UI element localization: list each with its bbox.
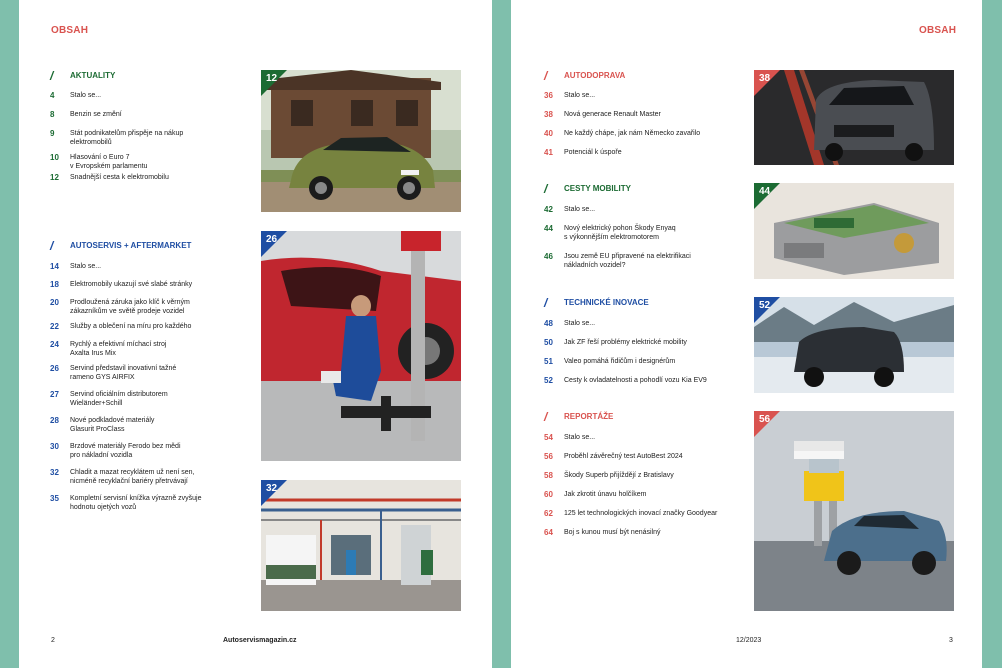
toc-item[interactable] bbox=[544, 528, 764, 540]
item-page-number: 52 bbox=[544, 376, 553, 385]
article-photo-mechanic[interactable] bbox=[261, 231, 461, 461]
toc-item[interactable] bbox=[50, 340, 260, 364]
motor-photo-illustration bbox=[754, 183, 954, 279]
left-page bbox=[19, 0, 492, 668]
item-title: Škody Superb přijíždějí z Bratislavy bbox=[564, 472, 674, 479]
item-page-number: 46 bbox=[544, 252, 553, 261]
section-slash: / bbox=[50, 239, 54, 253]
item-page-number: 18 bbox=[50, 280, 59, 289]
item-page-number: 64 bbox=[544, 528, 553, 537]
item-title: Ne každý chápe, jak nám Německo zavařilo bbox=[564, 130, 701, 137]
item-page-number: 50 bbox=[544, 338, 553, 347]
section-slash: / bbox=[544, 69, 548, 83]
item-page-number: 56 bbox=[544, 452, 553, 461]
item-page-number: 32 bbox=[50, 468, 59, 477]
item-page-number: 28 bbox=[50, 416, 59, 425]
toc-item[interactable] bbox=[544, 224, 744, 248]
page-header-obsah: OBSAH bbox=[919, 25, 957, 36]
section-title: REPORTÁŽE bbox=[564, 412, 614, 421]
test-track-photo-illustration bbox=[754, 411, 954, 611]
item-title: Stalo se... bbox=[564, 206, 596, 213]
item-title: Stalo se... bbox=[564, 434, 596, 441]
item-page-number: 48 bbox=[544, 319, 553, 328]
item-title: Proběhl závěrečný test AutoBest 2024 bbox=[564, 453, 683, 460]
toc-item[interactable] bbox=[544, 252, 744, 276]
section-aktuality bbox=[50, 69, 250, 182]
item-page-number: 40 bbox=[544, 129, 553, 138]
section-reportaze bbox=[544, 410, 764, 537]
toc-item[interactable] bbox=[544, 490, 764, 502]
photo-page-badge: 26 bbox=[266, 234, 278, 245]
item-page-number: 58 bbox=[544, 471, 553, 480]
toc-item[interactable] bbox=[50, 390, 260, 414]
snow-car-photo-illustration bbox=[754, 297, 954, 393]
item-page-number: 62 bbox=[544, 509, 553, 518]
photo-page-badge: 52 bbox=[759, 300, 771, 311]
article-photo-workshop[interactable] bbox=[261, 480, 461, 611]
item-page-number: 8 bbox=[50, 110, 55, 119]
toc-item[interactable] bbox=[544, 433, 764, 445]
section-title: TECHNICKÉ INOVACE bbox=[564, 298, 649, 307]
article-photo-van[interactable] bbox=[754, 70, 954, 165]
right-edge bbox=[982, 0, 1002, 668]
item-title: Jak ZF řeší problémy elektrické mobility bbox=[564, 339, 687, 346]
article-photo-car[interactable] bbox=[261, 70, 461, 212]
website-url[interactable]: Autoservismagazin.cz bbox=[223, 637, 297, 644]
toc-item[interactable] bbox=[50, 494, 260, 518]
toc-item[interactable] bbox=[50, 364, 260, 388]
toc-item[interactable] bbox=[544, 376, 764, 388]
van-photo-illustration bbox=[754, 70, 954, 165]
toc-item[interactable] bbox=[50, 298, 260, 322]
photo-page-badge: 56 bbox=[759, 414, 771, 425]
toc-item[interactable] bbox=[544, 148, 744, 160]
section-title: AUTODOPRAVA bbox=[564, 71, 626, 80]
toc-item[interactable] bbox=[50, 91, 250, 103]
left-edge bbox=[0, 0, 19, 668]
photo-page-badge: 12 bbox=[266, 73, 278, 84]
item-title: Valeo pomáhá řidičům i designérům bbox=[564, 358, 676, 365]
section-slash: / bbox=[544, 410, 548, 424]
item-page-number: 41 bbox=[544, 148, 553, 157]
item-title: Prodloužená záruka jako klíč k věrným zákazníkům ve světě prodeje vozidel bbox=[70, 299, 190, 315]
page-number: 3 bbox=[949, 637, 953, 644]
item-page-number: 9 bbox=[50, 129, 55, 138]
item-page-number: 54 bbox=[544, 433, 553, 442]
workshop-photo-illustration bbox=[261, 480, 461, 611]
item-page-number: 51 bbox=[544, 357, 553, 366]
item-page-number: 20 bbox=[50, 298, 59, 307]
item-page-number: 38 bbox=[544, 110, 553, 119]
toc-item[interactable] bbox=[544, 471, 764, 483]
item-page-number: 35 bbox=[50, 494, 59, 503]
item-page-number: 24 bbox=[50, 340, 59, 349]
article-photo-test-track[interactable] bbox=[754, 411, 954, 611]
item-page-number: 36 bbox=[544, 91, 553, 100]
item-page-number: 42 bbox=[544, 205, 553, 214]
item-title: Potenciál k úspoře bbox=[564, 149, 622, 156]
item-title: Stalo se... bbox=[564, 92, 596, 99]
item-title: Nové podkladové materiály Glasurit ProClass bbox=[70, 417, 155, 433]
toc-item[interactable] bbox=[50, 129, 250, 153]
item-page-number: 4 bbox=[50, 91, 55, 100]
section-autoservis-aftermarket bbox=[50, 239, 260, 511]
article-photo-snow-car[interactable] bbox=[754, 297, 954, 393]
item-title: Rychlý a efektivní míchací stroj Axalta Irus Mix bbox=[70, 341, 167, 357]
item-page-number: 26 bbox=[50, 364, 59, 373]
toc-item[interactable] bbox=[50, 173, 250, 185]
toc-item[interactable] bbox=[544, 319, 764, 331]
item-title: Stát podnikatelům přispěje na nákup elektromobilů bbox=[70, 130, 184, 146]
section-title: CESTY MOBILITY bbox=[564, 184, 631, 193]
section-slash: / bbox=[50, 69, 54, 83]
item-page-number: 22 bbox=[50, 322, 59, 331]
toc-item[interactable] bbox=[544, 110, 744, 122]
toc-item[interactable] bbox=[50, 110, 250, 122]
item-title: Brzdové materiály Ferodo bez mědi pro nákladní vozidla bbox=[70, 443, 181, 459]
toc-item[interactable] bbox=[50, 322, 260, 334]
section-slash: / bbox=[544, 296, 548, 310]
section-slash: / bbox=[544, 182, 548, 196]
center-gutter bbox=[492, 0, 511, 668]
section-title: AKTUALITY bbox=[70, 71, 116, 80]
item-page-number: 27 bbox=[50, 390, 59, 399]
item-title: Jsou země EU připravené na elektrifikaci nákladních vozidel? bbox=[564, 253, 691, 269]
page-header-obsah: OBSAH bbox=[51, 25, 89, 36]
item-title: Jak zkrotit únavu holčíkem bbox=[564, 491, 647, 498]
item-page-number: 14 bbox=[50, 262, 59, 271]
item-page-number: 10 bbox=[50, 153, 59, 162]
item-title: Servind oficiálním distributorem Wieländer+Schill bbox=[70, 391, 168, 407]
item-title: Kompletní servisní knížka výrazně zvyšuje hodnotu ojetých vozů bbox=[70, 495, 202, 511]
toc-item[interactable] bbox=[50, 416, 260, 440]
section-autodoprava bbox=[544, 69, 744, 157]
toc-item[interactable] bbox=[544, 205, 744, 217]
item-title: Cesty k ovladatelnosti a pohodlí vozu Kia EV9 bbox=[564, 377, 707, 384]
toc-item[interactable] bbox=[50, 280, 260, 292]
item-title: Nový elektrický pohon Škody Enyaq s výkonnějším elektromotorem bbox=[564, 225, 676, 241]
toc-item[interactable] bbox=[544, 357, 764, 369]
item-title: Servind představil inovativní tažné rameno GYS AIRFIX bbox=[70, 365, 177, 381]
item-title: Snadnější cesta k elektromobilu bbox=[70, 174, 169, 181]
mechanic-photo-illustration bbox=[261, 231, 461, 461]
section-title: AUTOSERVIS + AFTERMARKET bbox=[70, 241, 192, 250]
toc-item[interactable] bbox=[544, 452, 764, 464]
photo-page-badge: 38 bbox=[759, 73, 771, 84]
item-title: Stalo se... bbox=[564, 320, 596, 327]
item-title: Chladit a mazat recyklátem už není sen, nicméně recyklační bariéry přetrvávají bbox=[70, 469, 195, 485]
toc-item[interactable] bbox=[50, 442, 260, 466]
item-page-number: 44 bbox=[544, 224, 553, 233]
car-photo-illustration bbox=[261, 70, 461, 212]
item-page-number: 30 bbox=[50, 442, 59, 451]
item-title: Stalo se... bbox=[70, 263, 102, 270]
toc-item[interactable] bbox=[544, 129, 744, 141]
item-title: 125 let technologických inovací značky Goodyear bbox=[564, 510, 718, 517]
right-page bbox=[511, 0, 982, 668]
item-page-number: 60 bbox=[544, 490, 553, 499]
issue-number: 12/2023 bbox=[736, 637, 762, 644]
toc-item[interactable] bbox=[544, 91, 744, 103]
item-title: Benzin se změní bbox=[70, 111, 122, 118]
item-title: Stalo se... bbox=[70, 92, 102, 99]
section-cesty-mobility bbox=[544, 182, 744, 269]
article-photo-motor[interactable] bbox=[754, 183, 954, 279]
item-title: Nová generace Renault Master bbox=[564, 111, 661, 118]
section-technicke-inovace bbox=[544, 296, 764, 385]
photo-page-badge: 44 bbox=[759, 186, 771, 197]
toc-item[interactable] bbox=[50, 468, 260, 492]
item-page-number: 12 bbox=[50, 173, 59, 182]
item-title: Boj s kunou musí být nenásilný bbox=[564, 529, 661, 536]
item-title: Služby a oblečení na míru pro každého bbox=[70, 323, 192, 330]
item-title: Hlasování o Euro 7 v Evropském parlamentu bbox=[70, 154, 148, 170]
photo-page-badge: 32 bbox=[266, 483, 278, 494]
item-title: Elektromobily ukazují své slabé stránky bbox=[70, 281, 193, 288]
toc-item[interactable] bbox=[50, 262, 260, 274]
toc-item[interactable] bbox=[544, 509, 764, 521]
toc-item[interactable] bbox=[544, 338, 764, 350]
page-number: 2 bbox=[51, 637, 55, 644]
